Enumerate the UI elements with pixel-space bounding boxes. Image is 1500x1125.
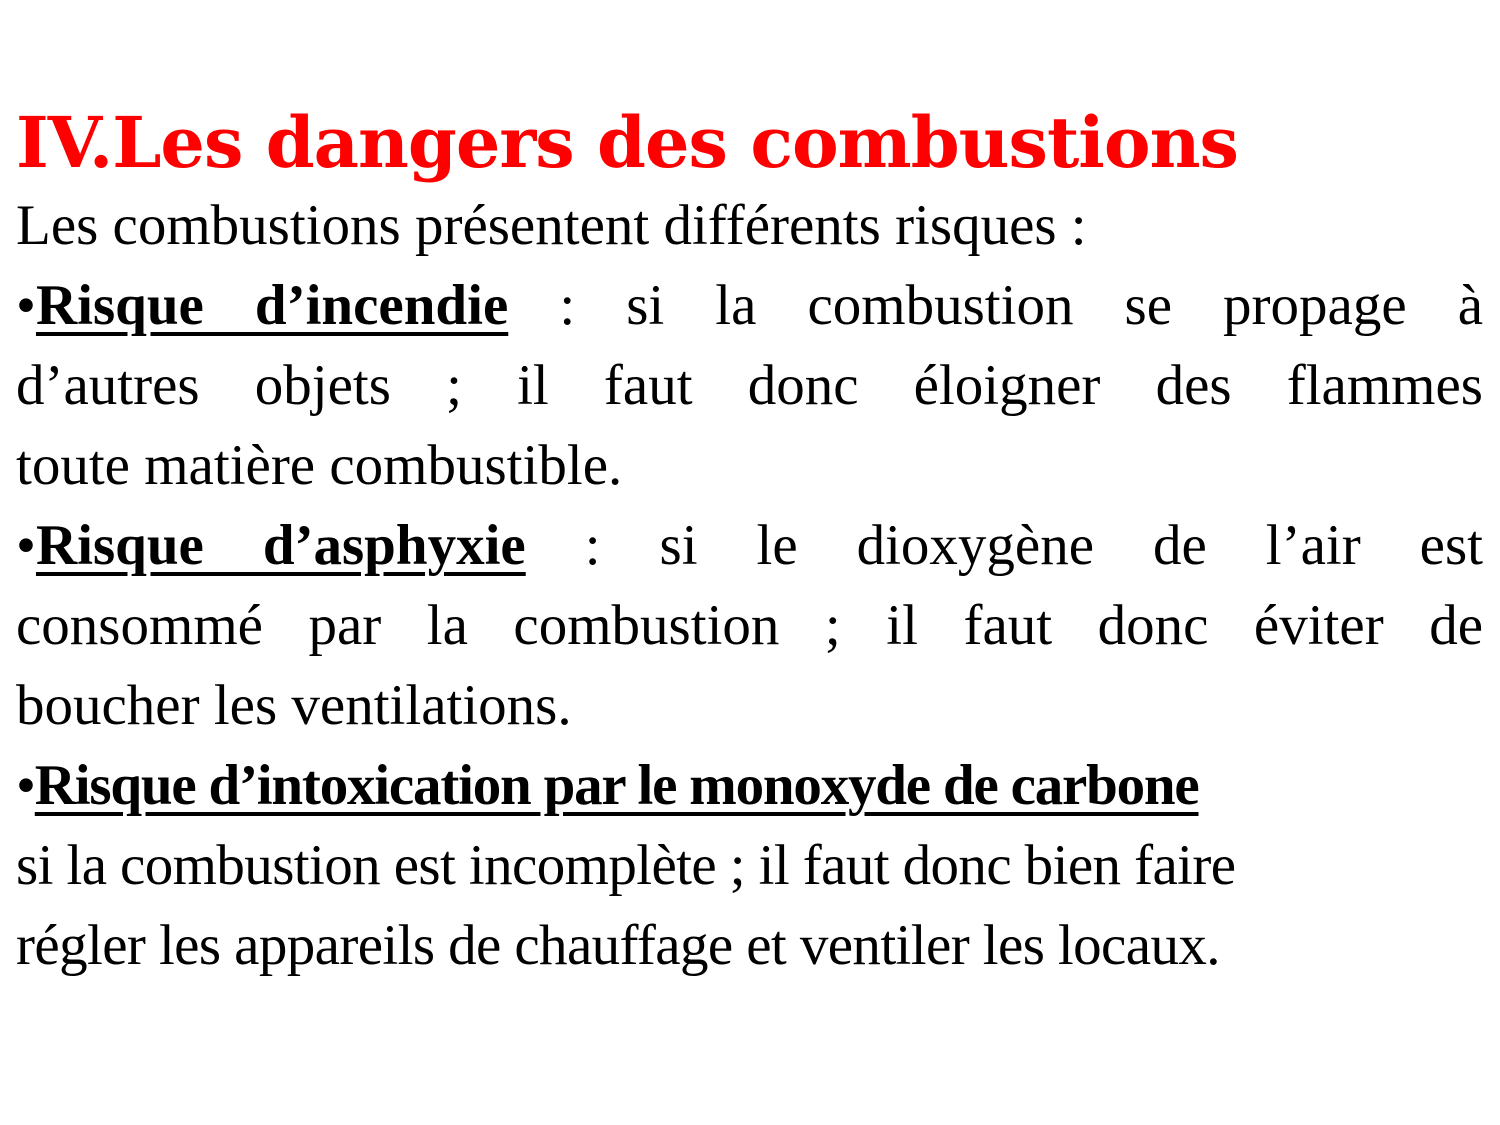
bullet-line: régler les appareils de chauffage et ventiler les locaux. <box>16 914 1220 977</box>
bullet-line: toute matière combustible. <box>16 434 623 497</box>
bullet-line <box>16 746 1483 826</box>
bullet-text: : si la combustion se propage à <box>508 274 1483 337</box>
bullet-line: si la combustion est incomplète ; il faut donc bien faire <box>16 834 1236 897</box>
bullet-co-intoxication-risk <box>16 746 1483 986</box>
slide <box>16 100 1483 986</box>
bullet-line: d’autres objets ; il faut donc éloigner des flammes <box>16 354 1483 417</box>
bullet-line: boucher les ventilations. <box>16 674 572 737</box>
bullet-dot: • <box>16 754 35 817</box>
bullet-line <box>16 506 1483 586</box>
bullet-dot: • <box>16 274 36 337</box>
bullet-label: Risque d’asphyxie <box>35 514 526 577</box>
bullet-line <box>16 266 1483 346</box>
bullet-line: consommé par la combustion ; il faut donc éviter de <box>16 594 1483 657</box>
bullet-text: : si le dioxygène de l’air est <box>525 514 1483 577</box>
bullet-dot: • <box>16 514 36 577</box>
bullet-fire-risk <box>16 266 1483 506</box>
bullet-label: Risque d’incendie <box>35 274 509 337</box>
bullet-asphyxia-risk <box>16 506 1483 746</box>
slide-title: IV.Les dangers des combustions <box>16 101 1238 184</box>
bullet-label: Risque d’intoxication par le monoxyde de carbone <box>34 754 1199 817</box>
intro-text: Les combustions présentent différents risques : <box>16 194 1087 257</box>
